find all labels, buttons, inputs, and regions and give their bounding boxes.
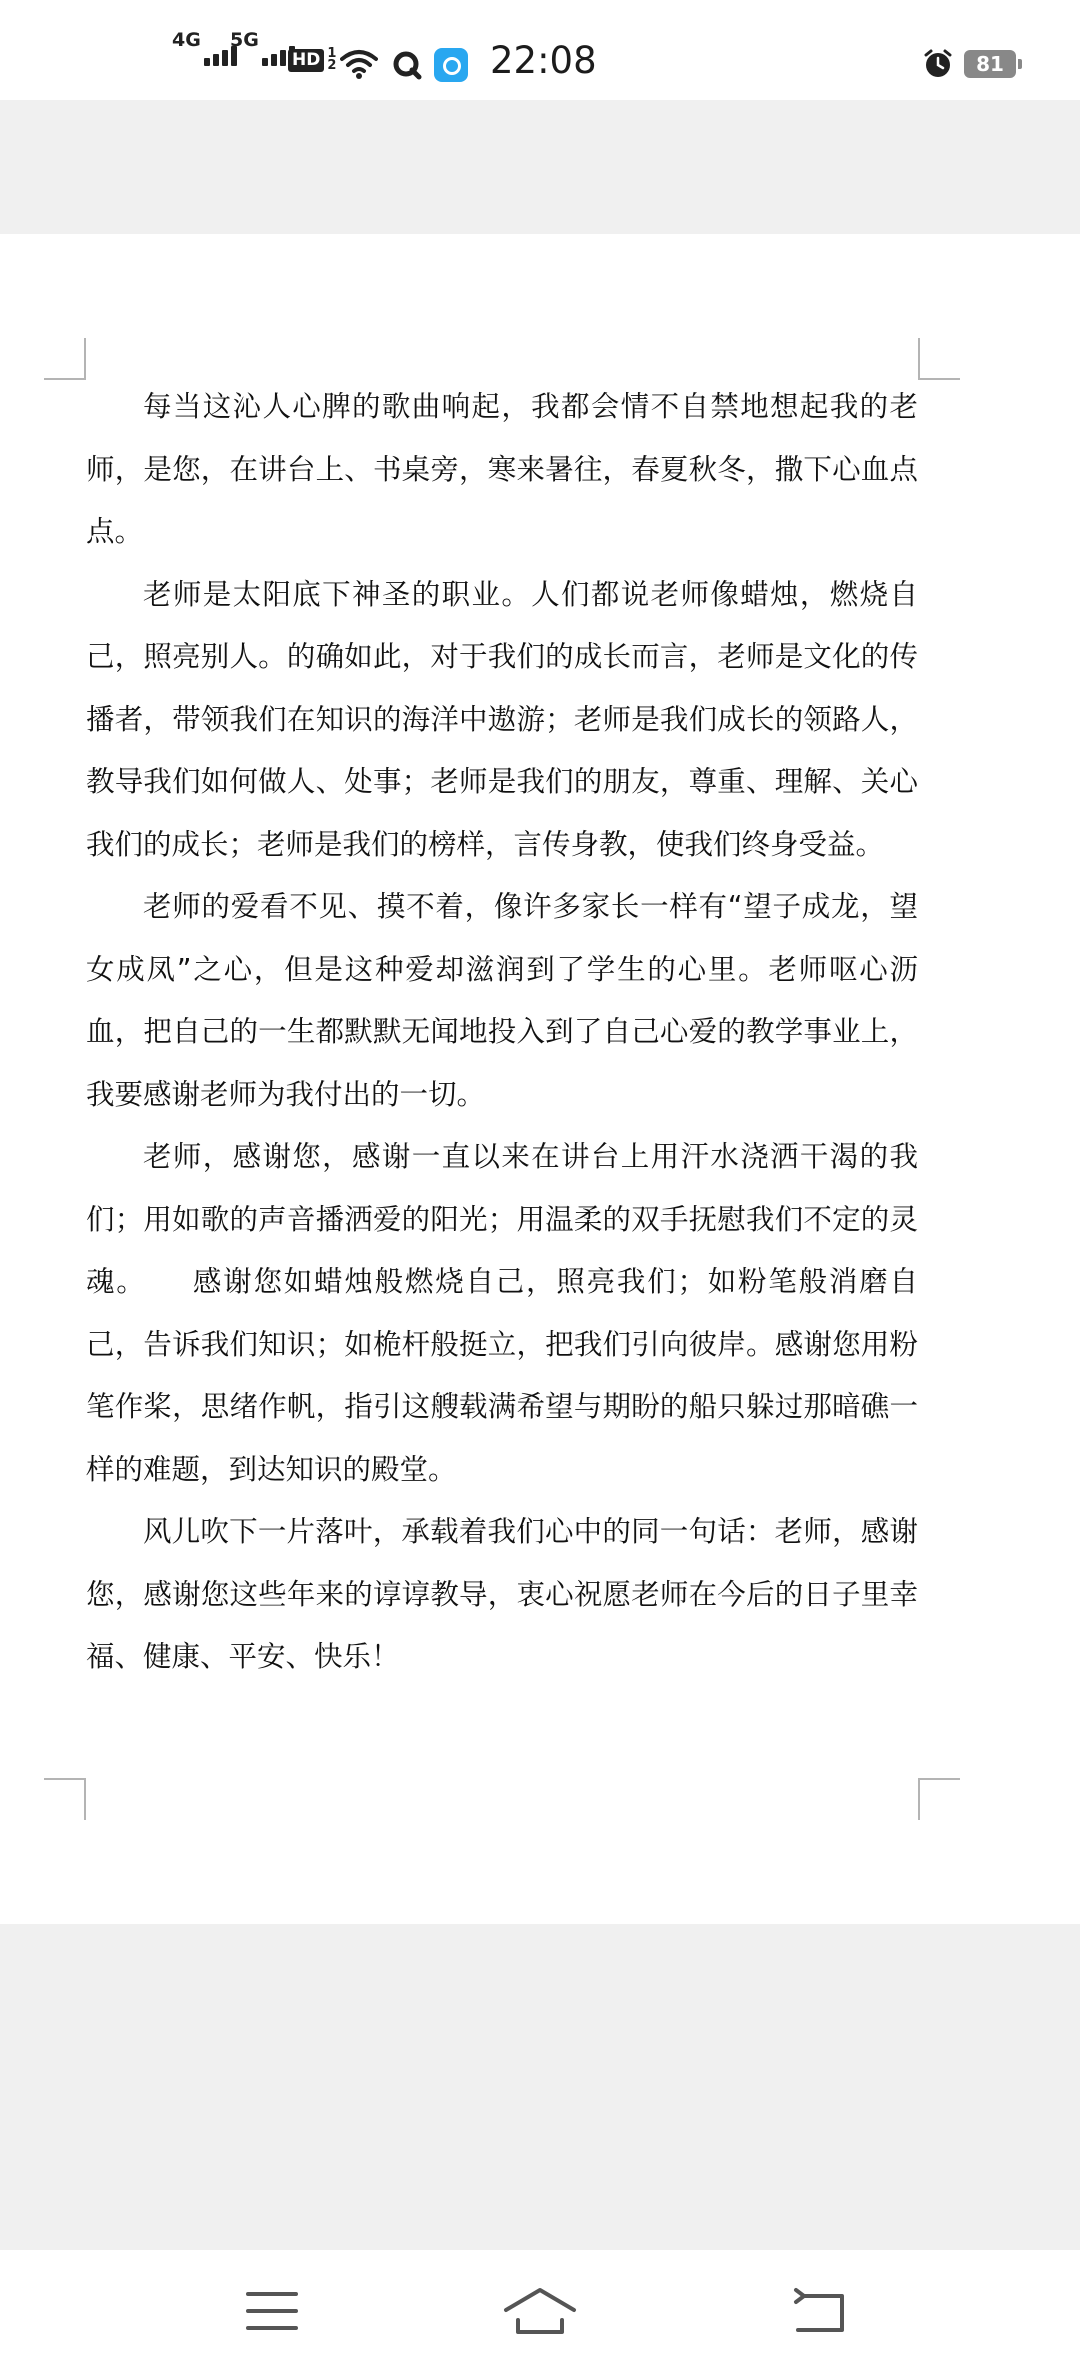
- crop-mark-bottom-left: [44, 1778, 86, 1820]
- crop-mark-top-right: [918, 338, 960, 380]
- status-bar: [0, 0, 1080, 100]
- battery-icon: [964, 50, 1016, 78]
- top-gray-band: [0, 100, 1080, 234]
- document-body[interactable]: [86, 376, 918, 1689]
- hd-icon: [288, 48, 336, 72]
- wifi-icon: [340, 48, 378, 80]
- bottom-gray-band: [0, 1924, 1080, 2250]
- q-icon: [392, 50, 422, 80]
- network-label-5g: 5G: [230, 29, 259, 51]
- hd-sub-bottom: 2: [327, 58, 337, 73]
- hd-label: HD: [288, 49, 324, 72]
- crop-mark-top-left: [44, 338, 86, 380]
- back-icon[interactable]: [792, 2286, 852, 2336]
- paragraph-2: 老师是太阳底下神圣的职业。人们都说老师像蜡烛，燃烧自己，照亮别人。的确如此，对于我们的成长而言，老师是文化的传播者，带领我们在知识的海洋中遨游；老师是我们成长的领路人，教导我们如何做人、处事；老师是我们的朋友，尊重、理解、关心我们的成长；老师是我们的榜样，言传身教，使我们终身受益。: [86, 577, 918, 861]
- status-time: 22:08: [490, 39, 597, 82]
- paragraph-5: 风儿吹下一片落叶，承载着我们心中的同一句话：老师，感谢您，感谢您这些年来的谆谆教导，衷心祝愿老师在今后的日子里幸福、健康、平安、快乐！: [86, 1515, 918, 1673]
- menu-icon[interactable]: [244, 2286, 300, 2336]
- paragraph-1: 每当这沁人心脾的歌曲响起，我都会情不自禁地想起我的老师，是您，在讲台上、书桌旁，寒来暑往，春夏秋冬，撒下心血点点。: [86, 390, 918, 548]
- hd-sub-top: 1: [327, 46, 337, 61]
- home-icon[interactable]: [502, 2286, 578, 2336]
- app-icon: [434, 48, 468, 82]
- paragraph-3: 老师的爱看不见、摸不着，像许多家长一样有“望子成龙，望女成凤”之心，但是这种爱却滋润到了学生的心里。老师呕心沥血，把自己的一生都默默无闻地投入到了自己心爱的教学事业上，我要感谢老师为我付出的一切。: [86, 890, 918, 1111]
- paragraph-4: 老师，感谢您，感谢一直以来在讲台上用汗水浇洒干渴的我们；用如歌的声音播洒爱的阳光；用温柔的双手抚慰我们不定的灵魂。 感谢您如蜡烛般燃烧自己，照亮我们；如粉笔般消磨自己，告诉我们知识；如桅杆般挺立，把我们引向彼岸。感谢您用粉笔作桨，思绪作帆，指引这艘载满希望与期盼的船只躲过那暗礁一样的难题，到达知识的殿堂。: [86, 1140, 918, 1486]
- alarm-icon: [922, 48, 954, 80]
- document-page[interactable]: [0, 234, 1080, 1924]
- crop-mark-bottom-right: [918, 1778, 960, 1820]
- hd-sub: [327, 48, 336, 72]
- network-label-4g: 4G: [172, 29, 201, 51]
- navigation-bar: [0, 2250, 1080, 2376]
- battery-level: 81: [976, 52, 1004, 76]
